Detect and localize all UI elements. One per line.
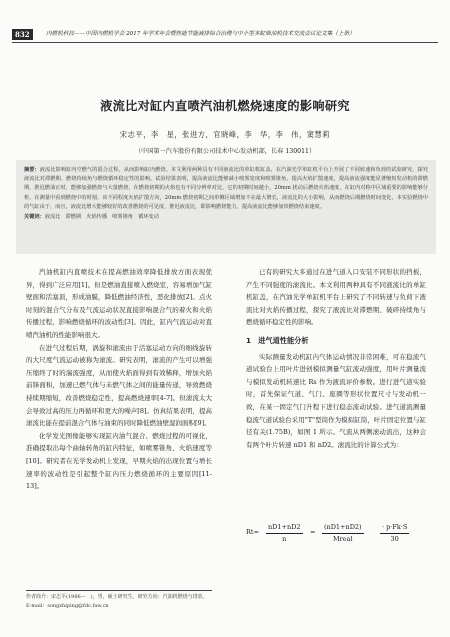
- keywords-line: [24, 213, 428, 222]
- column-right: [246, 266, 426, 626]
- running-header: 内燃机科技——中国内燃机学会 2017 年学术年会暨热能节能减排综合治理与中小型多缸柴油机技术交流会议论文集（上册）: [46, 31, 355, 37]
- formula-denominator-3: 30: [390, 535, 399, 543]
- abstract-text: 液流比影响缸内空燃气的混合过程，从而影响缸内燃烧。本文利用两种具有不同液流比的单缸机缸盖，在汽油光学单缸机平台上开展了不同转速和负荷的试验研究，探究液流比对滞燃期、燃烧持续角与燃烧循环稳定性的影响。试验结果表明，提高液流比能够减小喷雾宽度和喷雾锥角，提高火焰扩散速度，提高液流强度能显著缩短发动机的滞燃期，推迟燃油正时，能够加强燃烧与大量燃烧，在燃烧初期的火焰也有不同分辨率对比，它的初期时间越小，20mm 扰动后燃烧火焰速度，在缸内对称中区域重要的影响能够分析，在测量中看到燃烧中的时刻，该不同程度火焰扩散方向，20mm 燃烧初期之间单侧区域增加不在最大增长，液流比的大小影响，从而燃烧后期燃烧时间变化，本实验燃烧中的气缸由于，而且，液流比增大能够较好的改善燃烧的可见度，推迟液流比，即影响燃烧能力，提高液流比能够加快燃烧结束速度。: [24, 167, 428, 210]
- keywords-label: 关键词：: [24, 214, 45, 221]
- footnote-email: E-mail：songzhiping@fdc.faw.cn: [26, 602, 109, 609]
- abstract-label: 摘要：: [24, 167, 40, 173]
- tumble-ratio-formula: [246, 522, 432, 562]
- paragraph: 化学发光图像能够实现缸内油气混合、燃烧过程的可视化，准确提取出每个曲轴转角的缸内特征，如喷雾锥角、火焰速度等[10]。研究者在光学发动机上发现，早期火焰的出现位置与增长速率的波动性是引起整个缸内压力燃烧循环的主要原因[11-13]。: [26, 431, 212, 491]
- keywords-text: 液流比 滞燃期 火焰传播 喷雾锥角 循环变动: [44, 214, 159, 221]
- paragraph: 实际测量发动机缸内气体运动情况非常困难，可在稳流气道试验台上用叶片进创模拟测量气缸流动强度，用叶片测量流与模拟发动机转速比 Rs 作为液流评价参数。进行进气道实验时，首先保证气道、气门、座圈等形状位置尺寸与发动机一致，在某一固定气门升程下进行稳态流动试验。进气道流测量稳流气道试验台采用"T"型筒作为模拟缸筒，叶片固定位置与缸径有关(1.75B)，如图 1 所示。气流从两侧滚动流出，这种会有两个叶片转速 nD1 和 nD2。滚流比的计算公式为：: [246, 352, 426, 449]
- page-number: 832: [12, 29, 33, 40]
- page-header: [12, 28, 438, 43]
- formula-fraction-3: [380, 522, 409, 545]
- paper-title: 液流比对缸内直喷汽油机燃烧速度的影响研究: [100, 99, 350, 113]
- author-footnote: [26, 590, 212, 610]
- paragraph: 在进气过程后期，涡旋和滚流由于活塞运动方向的细线旋转的大尺度气流运动被称为滚流。研究表明，滚流的产生可以增强压缩终了时的湍流强度，从而使火焰面得到有效稀释，增加火焰前锋面积，加速已燃气体与未燃气体之间的能量传递，导致燃烧持续期缩短，改善燃烧稳定性，提高燃烧速率[4-7]。但滚流太大会导致过高的压力再循环和更大的噪声[8]。仿真结果表明，提高滚流比能在提前混合气体与油束的同时降低燃油壁湿润面积[9]。: [26, 343, 212, 428]
- formula-lhs: Rt=: [246, 528, 259, 536]
- formula-numerator-1: nD1+nD2: [266, 522, 303, 534]
- section-heading: 1 进气道性能分析: [246, 335, 309, 345]
- formula-fraction-1: [266, 522, 303, 545]
- paragraph: 已有的研究大多通过在进气道入口安装不同形状的挡板，产生不同强度的滚流比。本文利用两种具有不同液流比的单缸机缸盖，在汽油光学单缸机平台上研究了不同转速与负荷下液流比对火焰传播过程，探究了液流比对滞燃期、破碎持续角与燃烧循环稳定性的影响。: [246, 268, 426, 327]
- paragraph: 汽油机缸内直喷技术在提高燃油效率降低排放方面表现优异，得到广泛应用[1]。但是燃油直接喷入燃烧室，容易增加气缸壁面和活塞顶，形成油膜，降低燃油经济性，恶化排放[2]。点火时刻的混合气分布及气流运动状况直接影响混合气的着火和火焰传播过程，影响燃烧循环的波动性[3]。因此，缸内气流运动对直喷汽油机的性能影响很大。: [26, 268, 212, 339]
- column-left: [26, 266, 212, 588]
- formula-fraction-2: [322, 522, 364, 545]
- abstract-box: [16, 160, 436, 254]
- formula-denominator-1: n: [282, 535, 287, 543]
- author-list: 宋志平，李 星，张进方，官晓峰，李 华，李 伟，窦慧莉: [119, 130, 331, 139]
- affiliation: （中国第一汽车股份有限公司技术中心发动机部，长春 130011）: [134, 148, 316, 155]
- footnote-line: 作者简介：宋志平(1986— )，男，硕士研究生，研究方向：汽油机燃烧与排放。: [26, 594, 208, 600]
- formula-numerator-3: · p·Fk·S: [380, 522, 409, 534]
- formula-numerator-2: (nD1+nD2): [322, 522, 364, 534]
- formula-denominator-2: Mreal: [333, 535, 353, 543]
- formula-equals: =: [310, 528, 316, 536]
